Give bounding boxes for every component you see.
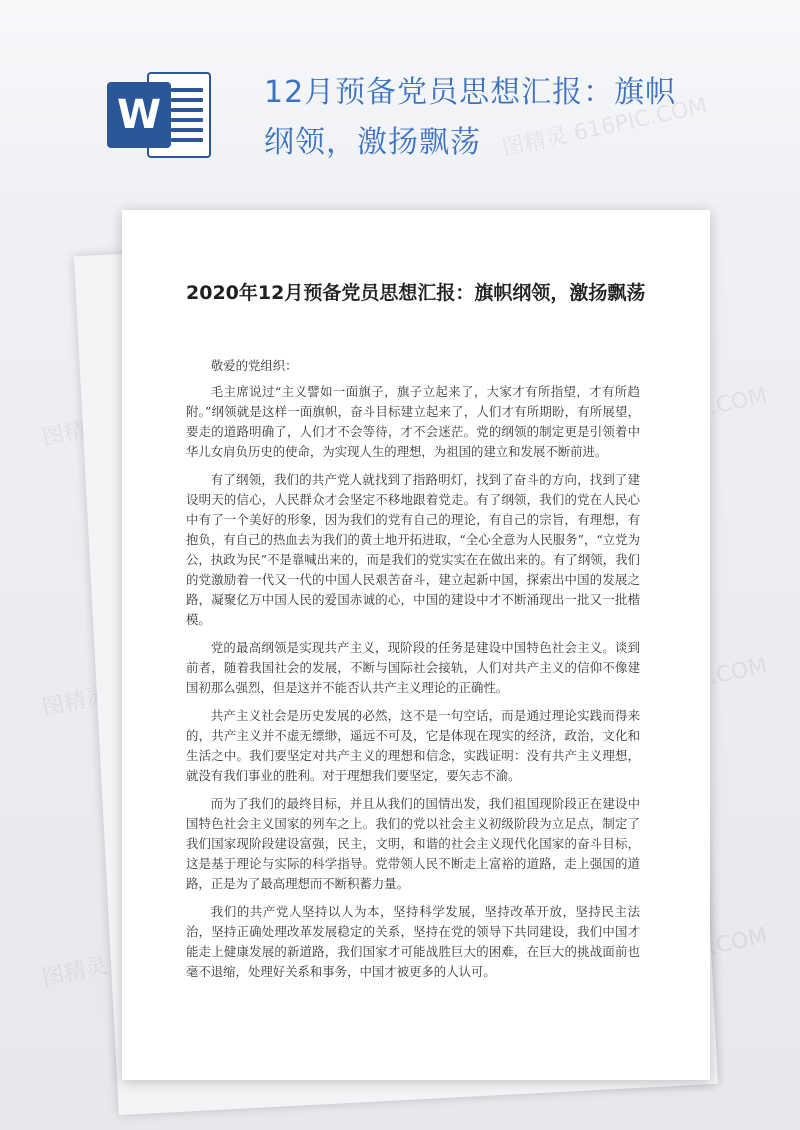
page-title: 12月预备党员思想汇报：旗帜纲领，激扬飘荡 [264, 75, 677, 160]
paragraph: 共产主义社会是历史发展的必然，这不是一句空话，而是通过理论实践而得来的，共产主义并不虚无缥缈，遥远不可及，它是体现在现实的经济，政治，文化和生活之中。我们要坚定对共产主义的理想和信念，实践证明：没有共产主义理想，就没有我们事业的胜利。对于理想我们要坚定，要矢志不渝。 [186, 708, 640, 783]
paragraph: 党的最高纲领是实现共产主义，现阶段的任务是建设中国特色社会主义。谈到前者，随着我国社会的发展，不断与国际社会接轨，人们对共产主义的信仰不像建国初那么强烈，但是这并不能否认共产主义理论的正确性。 [186, 640, 640, 695]
paragraph: 我们的共产党人坚持以人为本，坚持科学发展，坚持改革开放，坚持民主法治，坚持正确处理改革发展稳定的关系，坚持在党的领导下共同建设，我们中国才能走上健康发展的新道路，我们国家才可能战胜巨大的困难，在巨大的挑战面前也毫不退缩，处理好关系和事务，中国才被更多的人认可。 [186, 904, 640, 979]
salutation: 敬爱的党组织： [210, 358, 298, 373]
document-body [186, 356, 640, 990]
document-page [122, 210, 710, 1080]
document-title: 2020年12月预备党员思想汇报：旗帜纲领，激扬飘荡 [186, 282, 646, 304]
paragraph: 有了纲领，我们的共产党人就找到了指路明灯，找到了奋斗的方向，找到了建设明天的信心，人民群众才会坚定不移地跟着党走。有了纲领，我们的党在人民心中有了一个美好的形象，因为我们的党有自己的理论，有自己的宗旨，有理想，有抱负，有自己的热血去为我们的黄土地开拓进取，“全心全意为人民服务”，“立党为公，执政为民”不是靠喊出来的，而是我们的党实实在在做出来的。有了纲领，我们的党激励着一代又一代的中国人民艰苦奋斗，建立起新中国，探索出中国的发展之路，凝聚亿万中国人民的爱国赤诚的心，中国的建设中才不断涌现出一批又一批楷模。 [186, 472, 640, 627]
word-document-icon [103, 68, 213, 164]
paragraph: 毛主席说过“主义譬如一面旗子，旗子立起来了，大家才有所指望，才有所趋附。”纲领就是这样一面旗帜，奋斗目标建立起来了，人们才有所期盼，有所展望，要走的道路明确了，人们才不会等待，才不会迷茫。党的纲领的制定更是引领着中华儿女肩负历史的使命，为实现人生的理想，为祖国的建立和发展不断前进。 [186, 384, 640, 459]
word-letter-tile: W [107, 82, 171, 148]
paragraph: 而为了我们的最终目标，并且从我们的国情出发，我们祖国现阶段正在建设中国特色社会主义国家的列车之上。我们的党以社会主义初级阶段为立足点，制定了我们国家现阶段建设富强，民主，文明，和谐的社会主义现代化国家的奋斗目标，这是基于理论与实际的科学指导。党带领人民不断走上富裕的道路，走上强国的道路，正是为了最高理想而不断积蓄力量。 [186, 796, 640, 891]
